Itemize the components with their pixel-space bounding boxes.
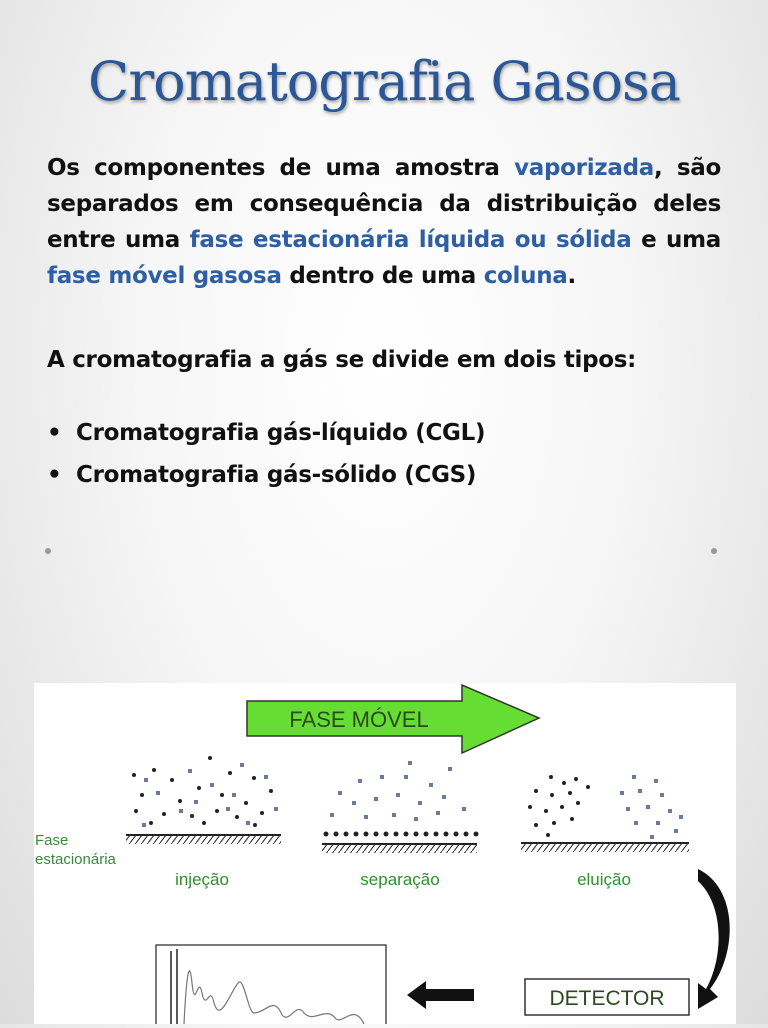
chromatography-diagram bbox=[34, 683, 736, 1024]
highlight-fase-movel: fase móvel gasosa bbox=[47, 263, 282, 289]
intro-text-1: Os componentes de uma amostra bbox=[47, 155, 515, 181]
detector-label: DETECTOR bbox=[549, 987, 665, 1010]
highlight-coluna: coluna bbox=[483, 263, 568, 289]
stationary-label-line2: estacionária bbox=[35, 851, 116, 868]
bullet-text: Cromatografia gás-sólido (CGS) bbox=[76, 462, 477, 488]
bullet-dot-icon: • bbox=[47, 420, 62, 446]
arrow-label: FASE MÓVEL bbox=[289, 707, 429, 732]
stage-label-injection: injeção bbox=[175, 870, 229, 889]
chromatogram-plot bbox=[156, 945, 386, 1024]
intro-text-3: e uma bbox=[631, 227, 721, 253]
decor-dot-right bbox=[711, 548, 717, 554]
injection-stage bbox=[126, 756, 281, 844]
elution-stage bbox=[521, 775, 689, 852]
curved-down-arrow-icon bbox=[698, 869, 730, 1009]
bullet-item-cgs bbox=[47, 462, 476, 488]
intro-text-2: , são separados em consequência da distribuição deles entre uma bbox=[47, 155, 721, 253]
types-heading: A cromatografia a gás se divide em dois tipos: bbox=[47, 347, 637, 373]
stationary-label-line1: Fase bbox=[35, 832, 69, 849]
intro-text-5: . bbox=[567, 263, 576, 289]
bullet-text: Cromatografia gás-líquido (CGL) bbox=[76, 420, 486, 446]
bullet-dot-icon: • bbox=[47, 462, 62, 488]
highlight-vaporizada: vaporizada bbox=[514, 155, 654, 181]
stage-label-elution: eluição bbox=[577, 870, 631, 889]
intro-text-4: dentro de uma bbox=[281, 263, 484, 289]
slide-title: Cromatografia Gasosa bbox=[88, 50, 680, 113]
stage-label-separation: separação bbox=[360, 870, 440, 889]
decor-dot-left bbox=[45, 548, 51, 554]
separation-stage bbox=[322, 761, 479, 853]
bullet-item-cgl bbox=[47, 420, 485, 446]
intro-paragraph bbox=[47, 150, 721, 294]
left-arrow-icon bbox=[407, 981, 474, 1009]
highlight-fase-estacionaria: fase estacionária líquida ou sólida bbox=[189, 227, 632, 253]
